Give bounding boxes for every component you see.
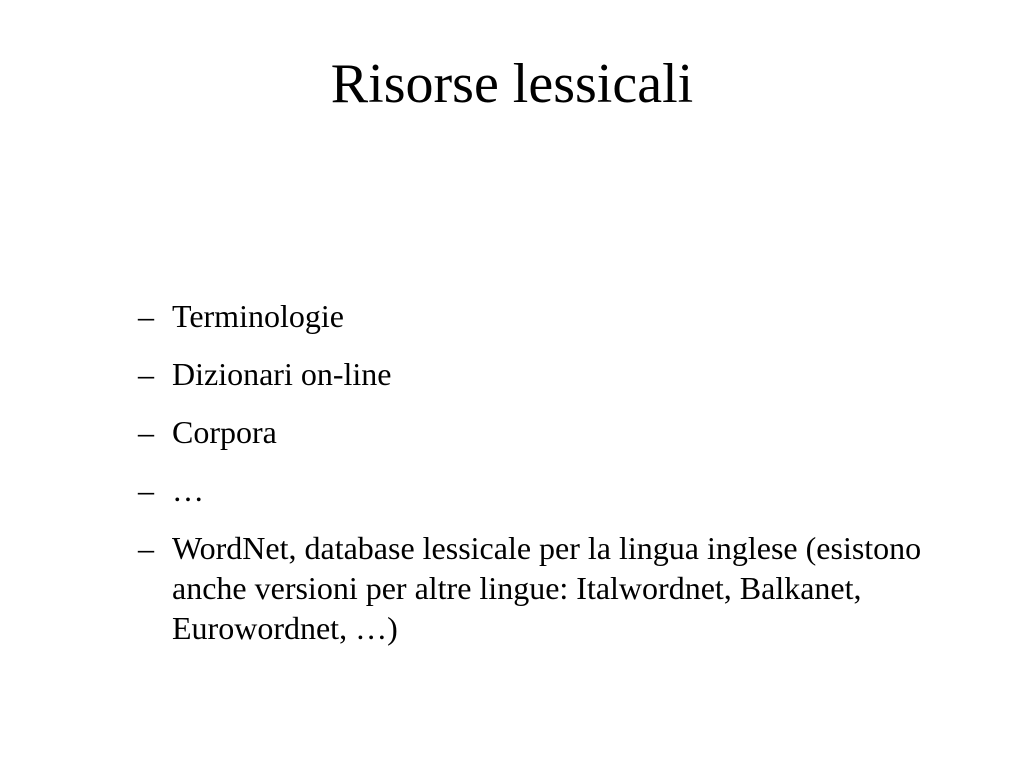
bullet-item-terminologie bbox=[138, 296, 958, 336]
dash-bullet-icon: – bbox=[138, 356, 154, 392]
dash-bullet-icon: – bbox=[138, 472, 154, 508]
bullet-item-ellipsis bbox=[138, 470, 958, 510]
bullet-text: … bbox=[172, 472, 204, 508]
dash-bullet-icon: – bbox=[138, 414, 154, 450]
bullet-item-corpora bbox=[138, 412, 958, 452]
bullet-text: Corpora bbox=[172, 414, 277, 450]
dash-bullet-icon: – bbox=[138, 530, 154, 566]
bullet-text: Terminologie bbox=[172, 298, 344, 334]
bullet-item-dizionari bbox=[138, 354, 958, 394]
bullet-text: WordNet, database lessicale per la lingua inglese (esistono anche versioni per altre lingue: Italwordnet, Balkanet, Eurowordnet, …) bbox=[172, 530, 922, 646]
slide-title: Risorse lessicali bbox=[330, 53, 694, 115]
bullet-text: Dizionari on-line bbox=[172, 356, 392, 392]
dash-bullet-icon: – bbox=[138, 298, 154, 334]
bullet-list bbox=[138, 296, 958, 666]
bullet-item-wordnet bbox=[138, 528, 958, 648]
